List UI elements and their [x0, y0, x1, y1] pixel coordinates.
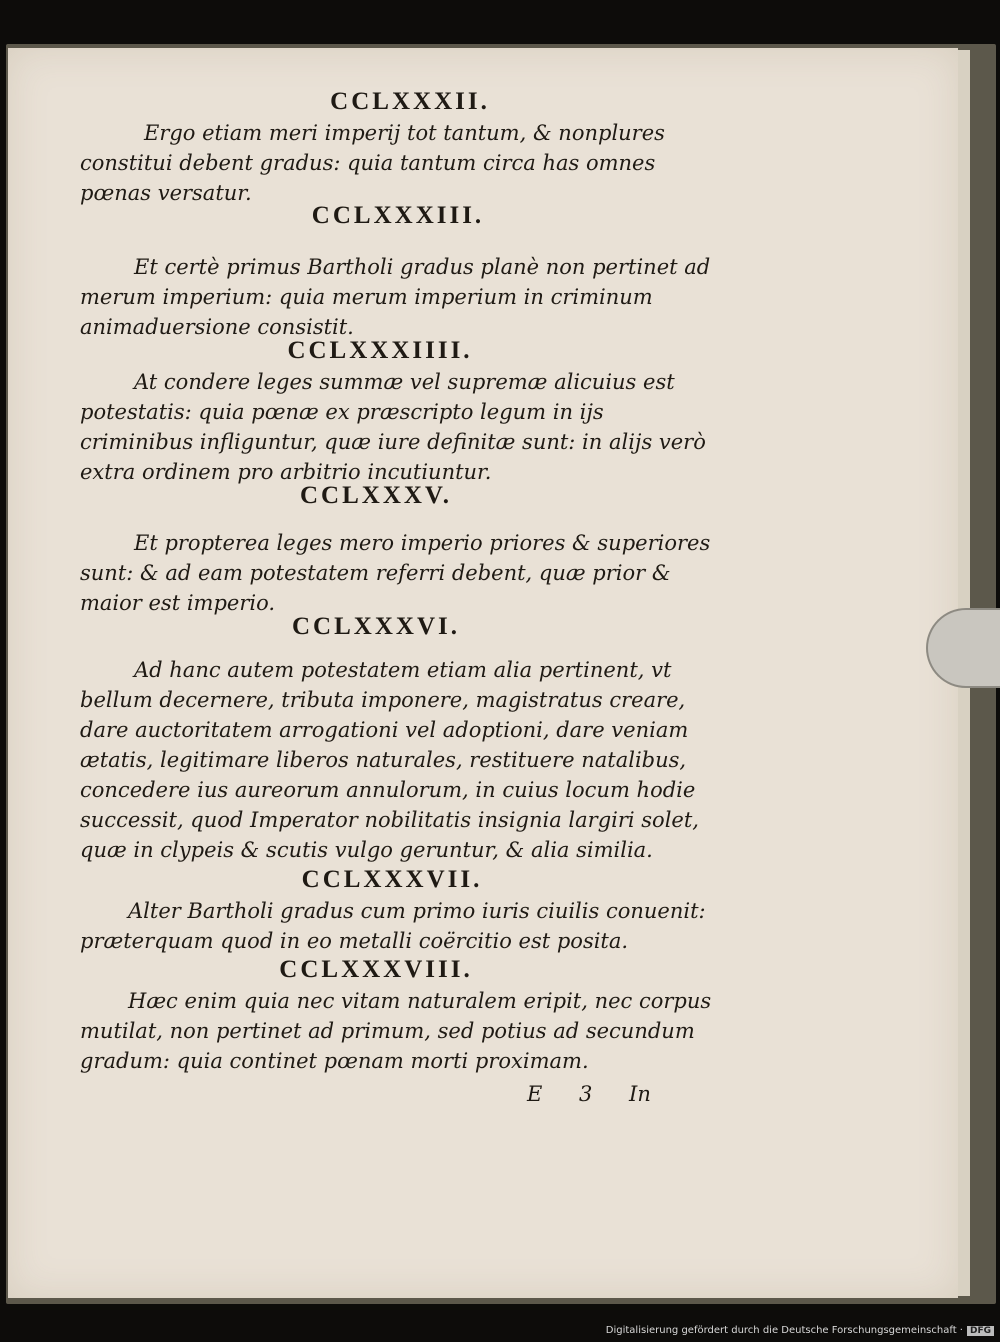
catchword-signature: E 3 In [527, 1082, 651, 1106]
section-heading: CCLXXXII. [330, 88, 490, 115]
section-text: Ad hanc autem potestatem etiam alia pertinent, vt bellum decernere, tributa imponere, magistratus creare, dare auctoritatem arrogationi vel adoptioni, dare veniam ætatis, legitimare liberos naturales, restituere natalibus, concedere ius aureorum annulorum, in cuius locum hodie successit, quod Imperator nobilitatis insignia largiri solet, quæ in clypeis & scutis vulgo geruntur, & alia similia. [80, 658, 699, 862]
dfg-logo: DFG [967, 1326, 994, 1336]
section-heading: CCLXXXIII. [311, 202, 485, 229]
section-heading: CCLXXXVII. [301, 866, 483, 893]
section-text: Hæc enim quia nec vitam naturalem eripit, nec corpus mutilat, non pertinet ad primum, sed potius ad secundum gradum: quia continet pœnam morti proximam. [80, 989, 712, 1073]
section-text: Et propterea leges mero imperio priores & superiores sunt: & ad eam potestatem referri debent, quæ prior & maior est imperio. [80, 531, 711, 615]
section-heading: CCLXXXIIII. [287, 337, 473, 364]
plastic-tab-clip [926, 608, 1000, 688]
section-heading: CCLXXXVIII. [279, 956, 473, 983]
section-text: Alter Bartholi gradus cum primo iuris ciuilis conuenit: præterquam quod in eo metalli coërcitio est posita. [80, 899, 706, 953]
section-heading: CCLXXXV. [299, 482, 453, 509]
section-text: At condere leges summæ vel supremæ alicuius est potestatis: quia pœnæ ex præscripto legum in ijs criminibus infliguntur, quæ iure definitæ sunt: in alijs verò extra ordinem pro arbitrio incutiuntur. [80, 370, 706, 484]
section-text: Et certè primus Bartholi gradus planè non pertinet ad merum imperium: quia merum imperium in criminum animaduersione consistit. [80, 255, 711, 339]
footer-credit [606, 1325, 994, 1336]
footer-credit-text: Digitalisierung gefördert durch die Deutsche Forschungsgemeinschaft · [605, 1325, 963, 1336]
section-heading: CCLXXXVI. [292, 613, 460, 640]
section-text: Ergo etiam meri imperij tot tantum, & nonplures constitui debent gradus: quia tantum circa has omnes pœnas versatur. [80, 121, 665, 205]
